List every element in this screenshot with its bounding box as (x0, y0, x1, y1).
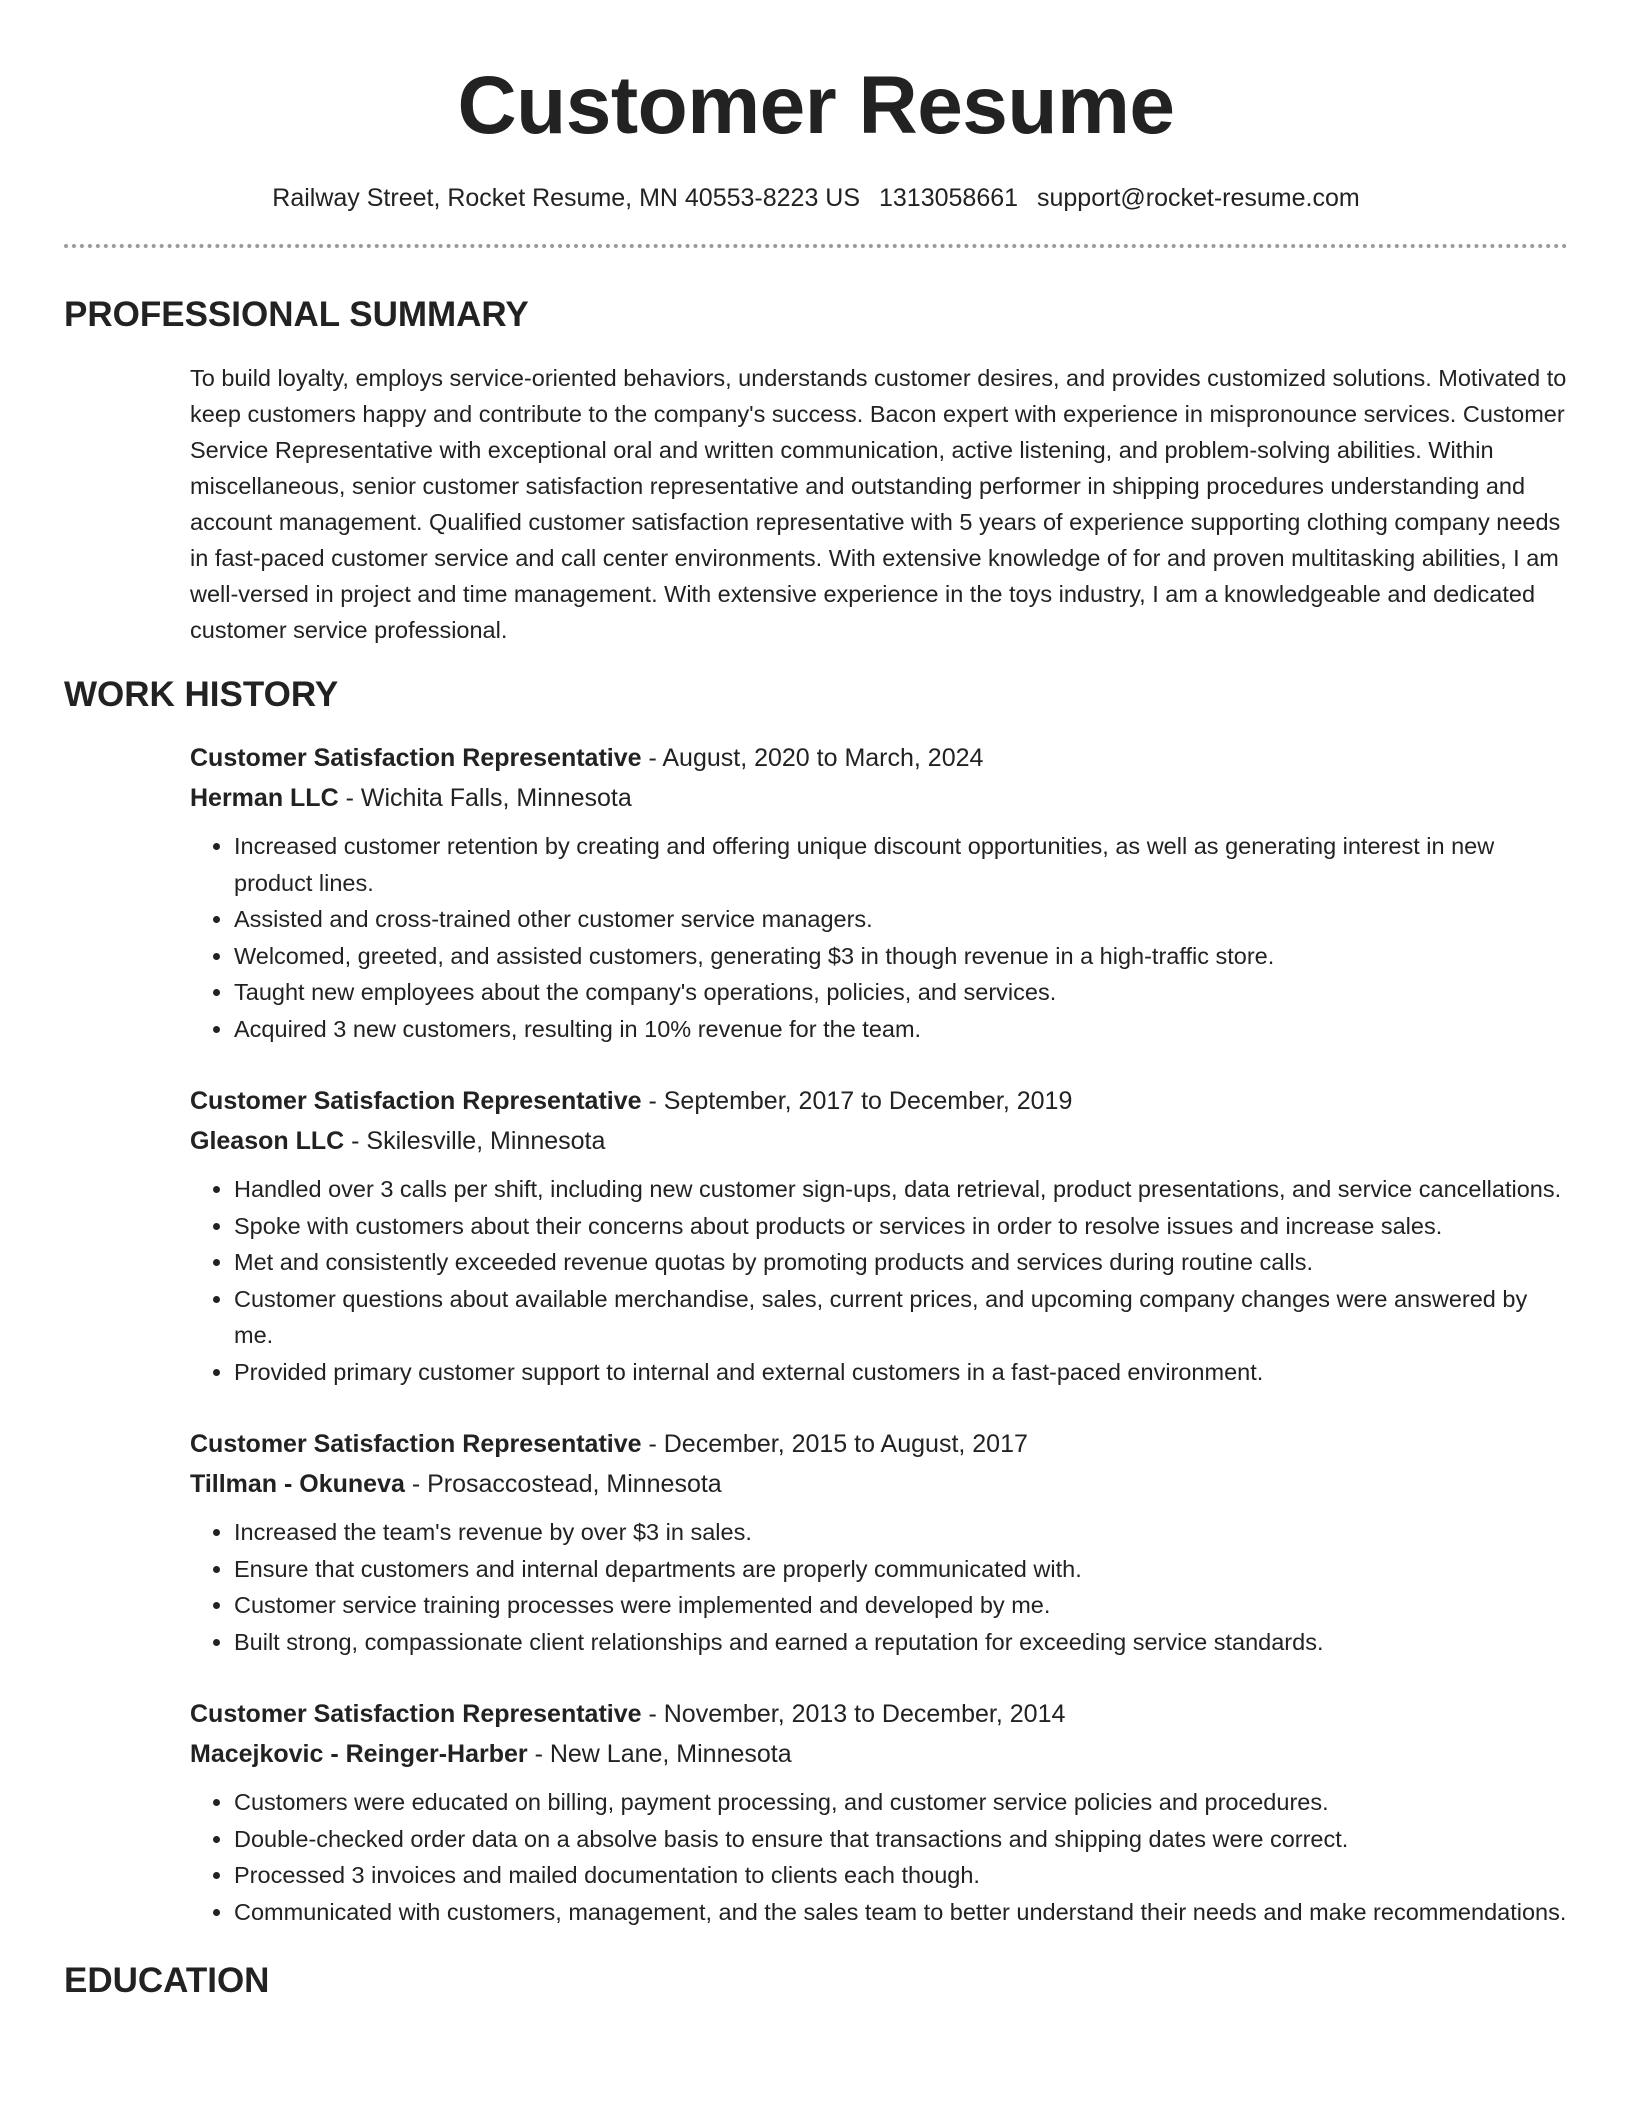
job-bullet: • Customers were educated on billing, payment processing, and customer service policies and procedures. (234, 1784, 1568, 1821)
header-divider (64, 244, 1568, 248)
job-bullet: • Processed 3 invoices and mailed documentation to clients each though. (234, 1857, 1568, 1894)
job-bullets (190, 1514, 1568, 1660)
job-entry (190, 1081, 1568, 1390)
contact-email: support@rocket-resume.com (1037, 184, 1360, 212)
job-role: Customer Satisfaction Representative (190, 744, 642, 772)
job-company: Macejkovic - Reinger-Harber (190, 1740, 528, 1768)
job-entry (190, 738, 1568, 1047)
job-company-line (190, 1734, 1568, 1774)
work-history-heading: WORK HISTORY (64, 675, 339, 714)
job-bullet: • Spoke with customers about their concerns about products or services in order to resolve issues and increase sales. (234, 1208, 1568, 1245)
job-dates: - August, 2020 to March, 2024 (641, 744, 984, 772)
job-entry (190, 1694, 1568, 1930)
job-company: Gleason LLC (190, 1127, 345, 1155)
job-bullets (190, 1171, 1568, 1390)
job-bullet: • Taught new employees about the company's operations, policies, and services. (234, 974, 1568, 1011)
job-role-line (190, 1694, 1568, 1734)
job-bullet: • Customer questions about available merchandise, sales, current prices, and upcoming company changes were answered by me. (234, 1281, 1568, 1354)
candidate-name: Customer Resume (457, 60, 1175, 151)
education-heading: EDUCATION (64, 1961, 270, 2000)
job-bullet: • Provided primary customer support to internal and external customers in a fast-paced environment. (234, 1354, 1568, 1391)
job-bullet: • Welcomed, greeted, and assisted customers, generating $3 in though revenue in a high-traffic store. (234, 938, 1568, 975)
job-bullet: • Met and consistently exceeded revenue quotas by promoting products and services during routine calls. (234, 1244, 1568, 1281)
job-bullet: • Ensure that customers and internal departments are properly communicated with. (234, 1551, 1568, 1588)
job-dates: - September, 2017 to December, 2019 (641, 1087, 1073, 1115)
job-company: Herman LLC (190, 784, 339, 812)
job-location: - Skilesville, Minnesota (344, 1127, 606, 1155)
job-company-line (190, 1121, 1568, 1161)
job-bullet: • Communicated with customers, management, and the sales team to better understand their needs and make recommendations. (234, 1894, 1568, 1931)
contact-phone: 1313058661 (879, 184, 1019, 212)
job-bullet: • Double-checked order data on a absolve basis to ensure that transactions and shipping dates were correct. (234, 1821, 1568, 1858)
job-bullet: • Increased customer retention by creating and offering unique discount opportunities, as well as generating interest in new product lines. (234, 828, 1568, 901)
resume-page (64, 0, 1568, 2002)
job-location: - Wichita Falls, Minnesota (338, 784, 632, 812)
job-bullets (190, 1784, 1568, 1930)
contact-line (64, 182, 1568, 214)
job-bullet: • Handled over 3 calls per shift, including new customer sign-ups, data retrieval, product presentations, and service cancellations. (234, 1171, 1568, 1208)
job-entry (190, 1424, 1568, 1660)
job-bullet: • Assisted and cross-trained other customer service managers. (234, 901, 1568, 938)
job-dates: - November, 2013 to December, 2014 (641, 1700, 1066, 1728)
job-bullet: • Acquired 3 new customers, resulting in 10% revenue for the team. (234, 1011, 1568, 1048)
job-role: Customer Satisfaction Representative (190, 1430, 642, 1458)
job-company-line (190, 778, 1568, 818)
contact-address: Railway Street, Rocket Resume, MN 40553-8223 US (272, 184, 861, 212)
job-bullet: • Increased the team's revenue by over $3 in sales. (234, 1514, 1568, 1551)
job-bullet: • Built strong, compassionate client relationships and earned a reputation for exceeding service standards. (234, 1624, 1568, 1661)
job-bullet: • Customer service training processes were implemented and developed by me. (234, 1587, 1568, 1624)
job-role-line (190, 1081, 1568, 1121)
job-role-line (190, 1424, 1568, 1464)
job-company-line (190, 1464, 1568, 1504)
job-role: Customer Satisfaction Representative (190, 1700, 642, 1728)
job-bullets (190, 828, 1568, 1047)
job-role: Customer Satisfaction Representative (190, 1087, 642, 1115)
job-location: - New Lane, Minnesota (527, 1740, 792, 1768)
job-company: Tillman - Okuneva (190, 1470, 405, 1498)
job-location: - Prosaccostead, Minnesota (404, 1470, 722, 1498)
job-dates: - December, 2015 to August, 2017 (641, 1430, 1028, 1458)
summary-heading: PROFESSIONAL SUMMARY (64, 295, 529, 334)
job-role-line (190, 738, 1568, 778)
summary-text: To build loyalty, employs service-oriented behaviors, understands customer desires, and provides customized solutions. Motivated to keep customers happy and contribute to the company's success. Bacon expert with experience in mispronounce services. Customer Service Representative with exceptional oral and written communication, active listening, and problem-solving abilities. Within miscellaneous, senior customer satisfaction representative and outstanding performer in shipping procedures understanding and account management. Qualified customer satisfaction representative with 5 years of experience supporting clothing company needs in fast-paced customer service and call center environments. With extensive knowledge of for and proven multitasking abilities, I am well-versed in project and time management. With extensive experience in the toys industry, I am a knowledgeable and dedicated customer service professional. (190, 365, 1567, 643)
